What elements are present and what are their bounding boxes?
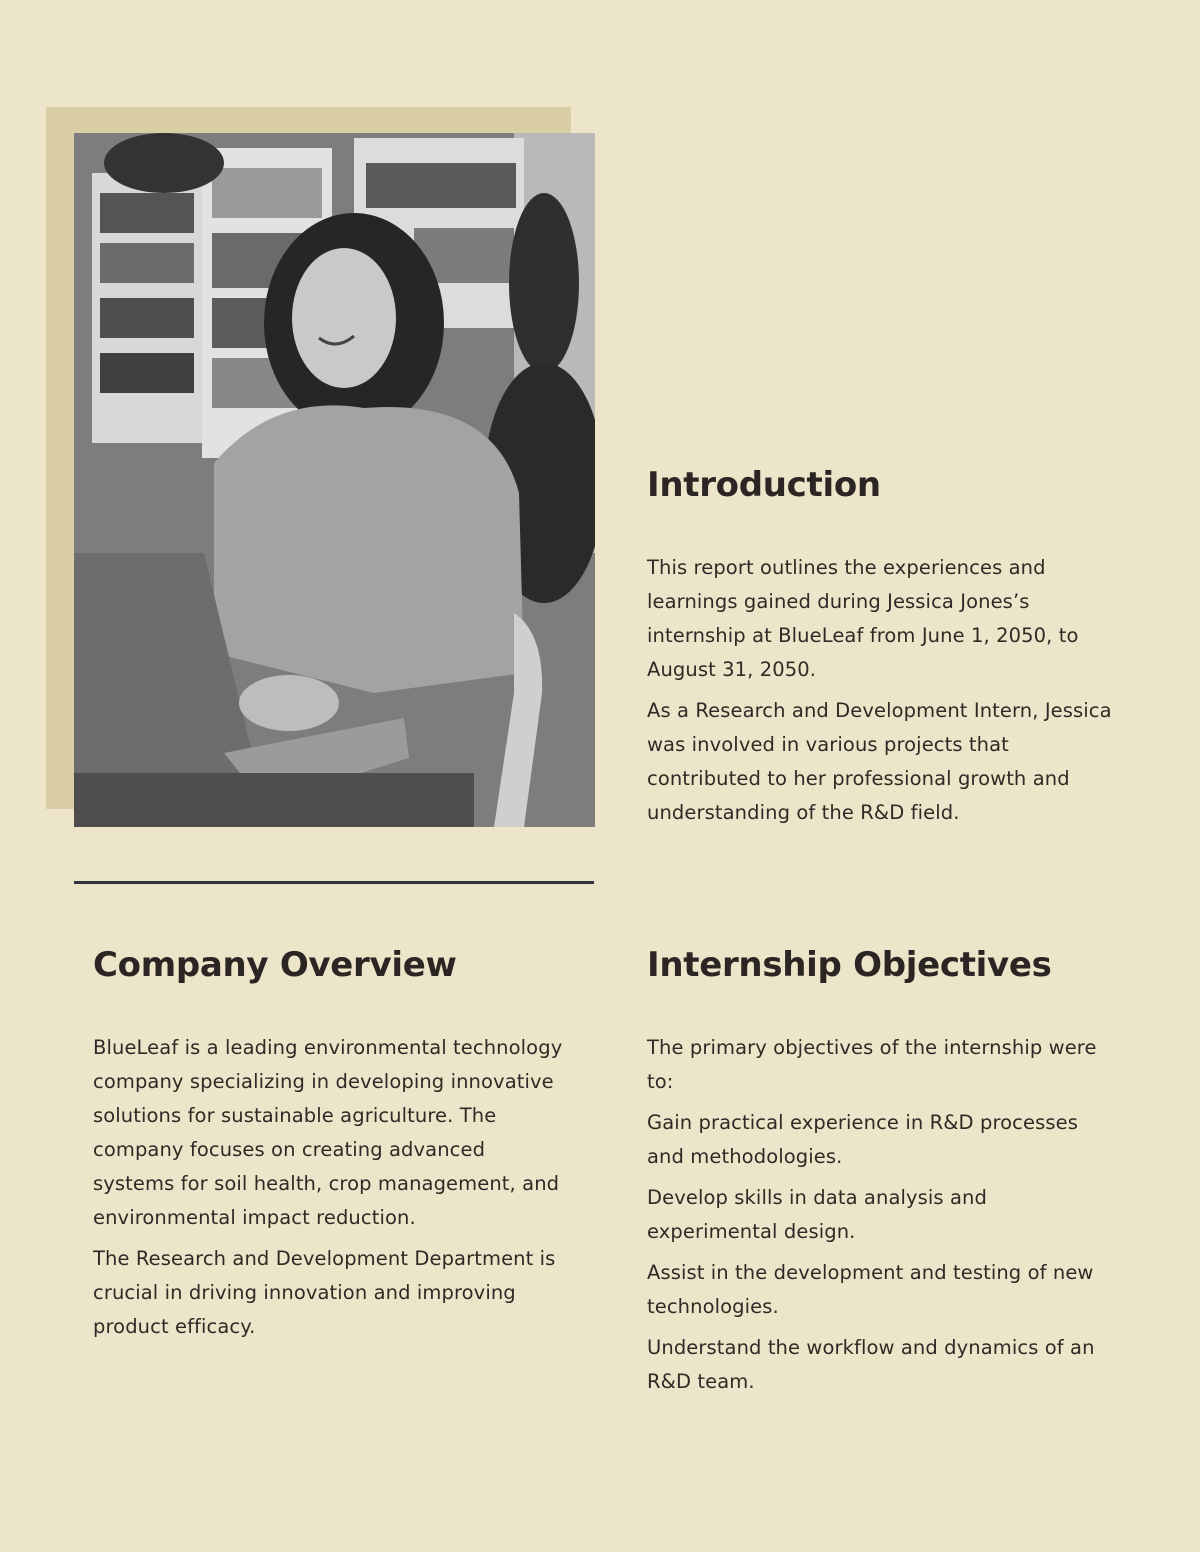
internship-objectives-section	[647, 945, 1117, 1406]
company-overview-heading: Company Overview	[93, 945, 457, 985]
objective-item: Gain practical experience in R&D processes and methodologies.	[647, 1111, 1078, 1168]
company-overview-section	[93, 945, 563, 1351]
introduction-heading: Introduction	[647, 465, 881, 505]
objective-item: Assist in the development and testing of new technologies.	[647, 1261, 1094, 1318]
objective-item: Develop skills in data analysis and experimental design.	[647, 1186, 987, 1243]
company-overview-paragraph: The Research and Development Department is crucial in driving innovation and improving product efficacy.	[93, 1247, 556, 1338]
introduction-section	[647, 465, 1117, 837]
intern-photo	[74, 133, 595, 827]
objectives-intro: The primary objectives of the internship were to:	[647, 1036, 1097, 1093]
section-divider	[74, 881, 594, 884]
company-overview-paragraph: BlueLeaf is a leading environmental technology company specializing in developing innovative solutions for sustainable agriculture. The company focuses on creating advanced systems for soil health, crop management, and environmental impact reduction.	[93, 1036, 563, 1229]
internship-objectives-body	[647, 1031, 1117, 1399]
introduction-paragraph: As a Research and Development Intern, Jessica was involved in various projects that contributed to her professional growth and understanding of the R&D field.	[647, 699, 1112, 824]
company-overview-body	[93, 1031, 563, 1344]
introduction-paragraph: This report outlines the experiences and learnings gained during Jessica Jones’s internship at BlueLeaf from June 1, 2050, to August 31, 2050.	[647, 556, 1079, 681]
objective-item: Understand the workflow and dynamics of an R&D team.	[647, 1336, 1095, 1393]
introduction-body	[647, 551, 1117, 830]
internship-objectives-heading: Internship Objectives	[647, 945, 1052, 985]
